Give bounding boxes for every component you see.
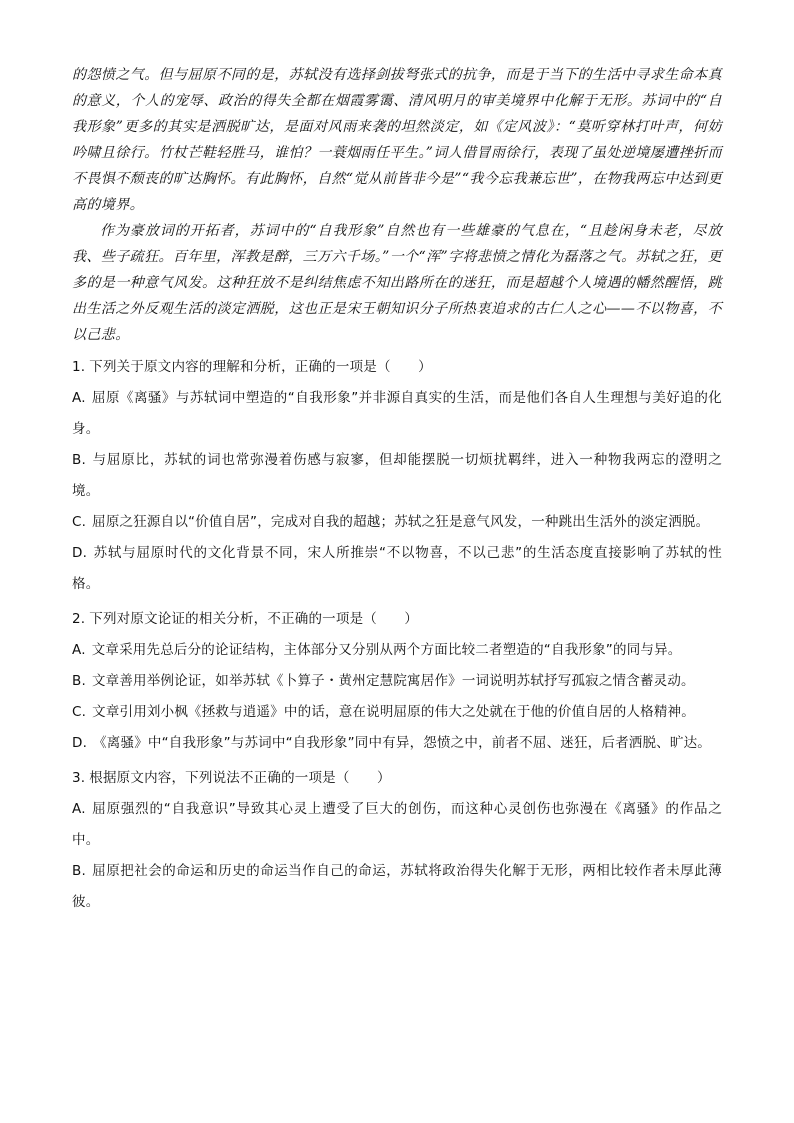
question-stem xyxy=(72,763,722,794)
option-text: 屈原《离骚》与苏轼词中塑造的“自我形象”并非源自真实的生活，而是他们各自人生理想与美好追的化身。 xyxy=(72,390,722,437)
option-letter: D. xyxy=(72,735,88,751)
passage-paragraph-1: 的怨愤之气。但与屈原不同的是，苏轼没有选择剑拔弩张式的抗争，而是于当下的生活中寻求生命本真的意义，个人的宠辱、政治的得失全都在烟霞雾霭、清风明月的审美境界中化解于无形。苏词中的“自我形象”更多的其实是洒脱旷达，是面对风雨来袭的坦然淡定，如《定风波》：“莫听穿林打叶声，何妨吟啸且徐行。竹杖芒鞋轻胜马，谁怕？一蓑烟雨任平生。”词人借冒雨徐行，表现了虽处逆境屡遭挫折而不畏惧不颓丧的旷达胸怀。有此胸怀，自然“觉从前皆非今是”“我今忘我兼忘世”，在物我两忘中达到更高的境界。 xyxy=(72,67,722,213)
option-letter: A. xyxy=(72,642,86,658)
passage-paragraph-2: 作为豪放词的开拓者，苏词中的“自我形象”自然也有一些雄豪的气息在，“且趁闲身未老，尽放我、些子疏狂。百年里，浑教是醉，三万六千场。”一个“浑”字将悲愤之情化为磊落之气。苏轼之狂，更多的是一种意气风发。这种狂放不是纠结焦虑不知出路所在的迷狂，而是超越个人境遇的幡然醒悟，跳出生活之外反观生活的淡定洒脱，这也正是宋王朝知识分子所热衷追求的古仁人之心——不以物喜，不以己悲。 xyxy=(72,223,722,343)
option-text: 文章引用刘小枫《拯救与逍遥》中的话，意在说明屈原的伟大之处就在于他的价值自居的人格精神。 xyxy=(92,704,695,720)
option-d[interactable] xyxy=(72,538,722,600)
option-text: 屈原强烈的“自我意识”导致其心灵上遭受了巨大的创伤，而这种心灵创伤也弥漫在《离骚》的作品之中。 xyxy=(72,801,722,848)
option-c[interactable] xyxy=(72,697,722,728)
option-text: 与屈原比，苏轼的词也常弥漫着伤感与寂寥，但却能摆脱一切烦扰羁绊，进入一种物我两忘的澄明之境。 xyxy=(72,452,722,499)
option-letter: B. xyxy=(72,452,86,468)
option-a[interactable] xyxy=(72,635,722,666)
option-letter: A. xyxy=(72,390,86,406)
question-number: 2. xyxy=(72,611,86,627)
option-b[interactable] xyxy=(72,445,722,507)
question-1 xyxy=(72,352,722,600)
question-stem xyxy=(72,604,722,635)
option-text: 文章采用先总后分的论证结构，主体部分又分别从两个方面比较二者塑造的“自我形象”的同与异。 xyxy=(91,642,682,658)
question-3 xyxy=(72,763,722,918)
reading-passage xyxy=(72,62,722,348)
option-text: 苏轼与屈原时代的文化背景不同，宋人所推崇“不以物喜，不以己悲”的生活态度直接影响了苏轼的性格。 xyxy=(72,545,722,592)
option-text: 文章善用举例论证，如举苏轼《卜算子・黄州定慧院寓居作》一词说明苏轼抒写孤寂之情含蓄灵动。 xyxy=(91,673,695,689)
option-letter: B. xyxy=(72,863,86,879)
option-letter: C. xyxy=(72,514,87,530)
question-2 xyxy=(72,604,722,759)
question-number: 3. xyxy=(72,770,86,786)
option-b[interactable] xyxy=(72,666,722,697)
document-page xyxy=(72,62,722,918)
option-c[interactable] xyxy=(72,507,722,538)
question-stem-text: 下列对原文论证的相关分析，不正确的一项是（ ） xyxy=(89,611,419,627)
question-number: 1. xyxy=(72,359,86,375)
option-letter: A. xyxy=(72,801,86,817)
option-letter: D. xyxy=(72,545,88,561)
option-text: 屈原把社会的命运和历史的命运当作自己的命运，苏轼将政治得失化解于无形，两相比较作者未厚此薄彼。 xyxy=(72,863,722,910)
option-text: 《离骚》中“自我形象”与苏词中“自我形象”同中有异，怨愤之中，前者不屈、迷狂，后者洒脱、旷达。 xyxy=(93,735,711,751)
question-stem xyxy=(72,352,722,383)
option-a[interactable] xyxy=(72,794,722,856)
option-letter: C. xyxy=(72,704,87,720)
option-d[interactable] xyxy=(72,728,722,759)
option-a[interactable] xyxy=(72,383,722,445)
question-stem-text: 下列关于原文内容的理解和分析，正确的一项是（ ） xyxy=(89,359,432,375)
option-b[interactable] xyxy=(72,856,722,918)
option-text: 屈原之狂源自以“价值自居”，完成对自我的超越；苏轼之狂是意气风发，一种跳出生活外的淡定洒脱。 xyxy=(92,514,710,530)
option-letter: B. xyxy=(72,673,86,689)
question-stem-text: 根据原文内容，下列说法不正确的一项是（ ） xyxy=(89,770,391,786)
